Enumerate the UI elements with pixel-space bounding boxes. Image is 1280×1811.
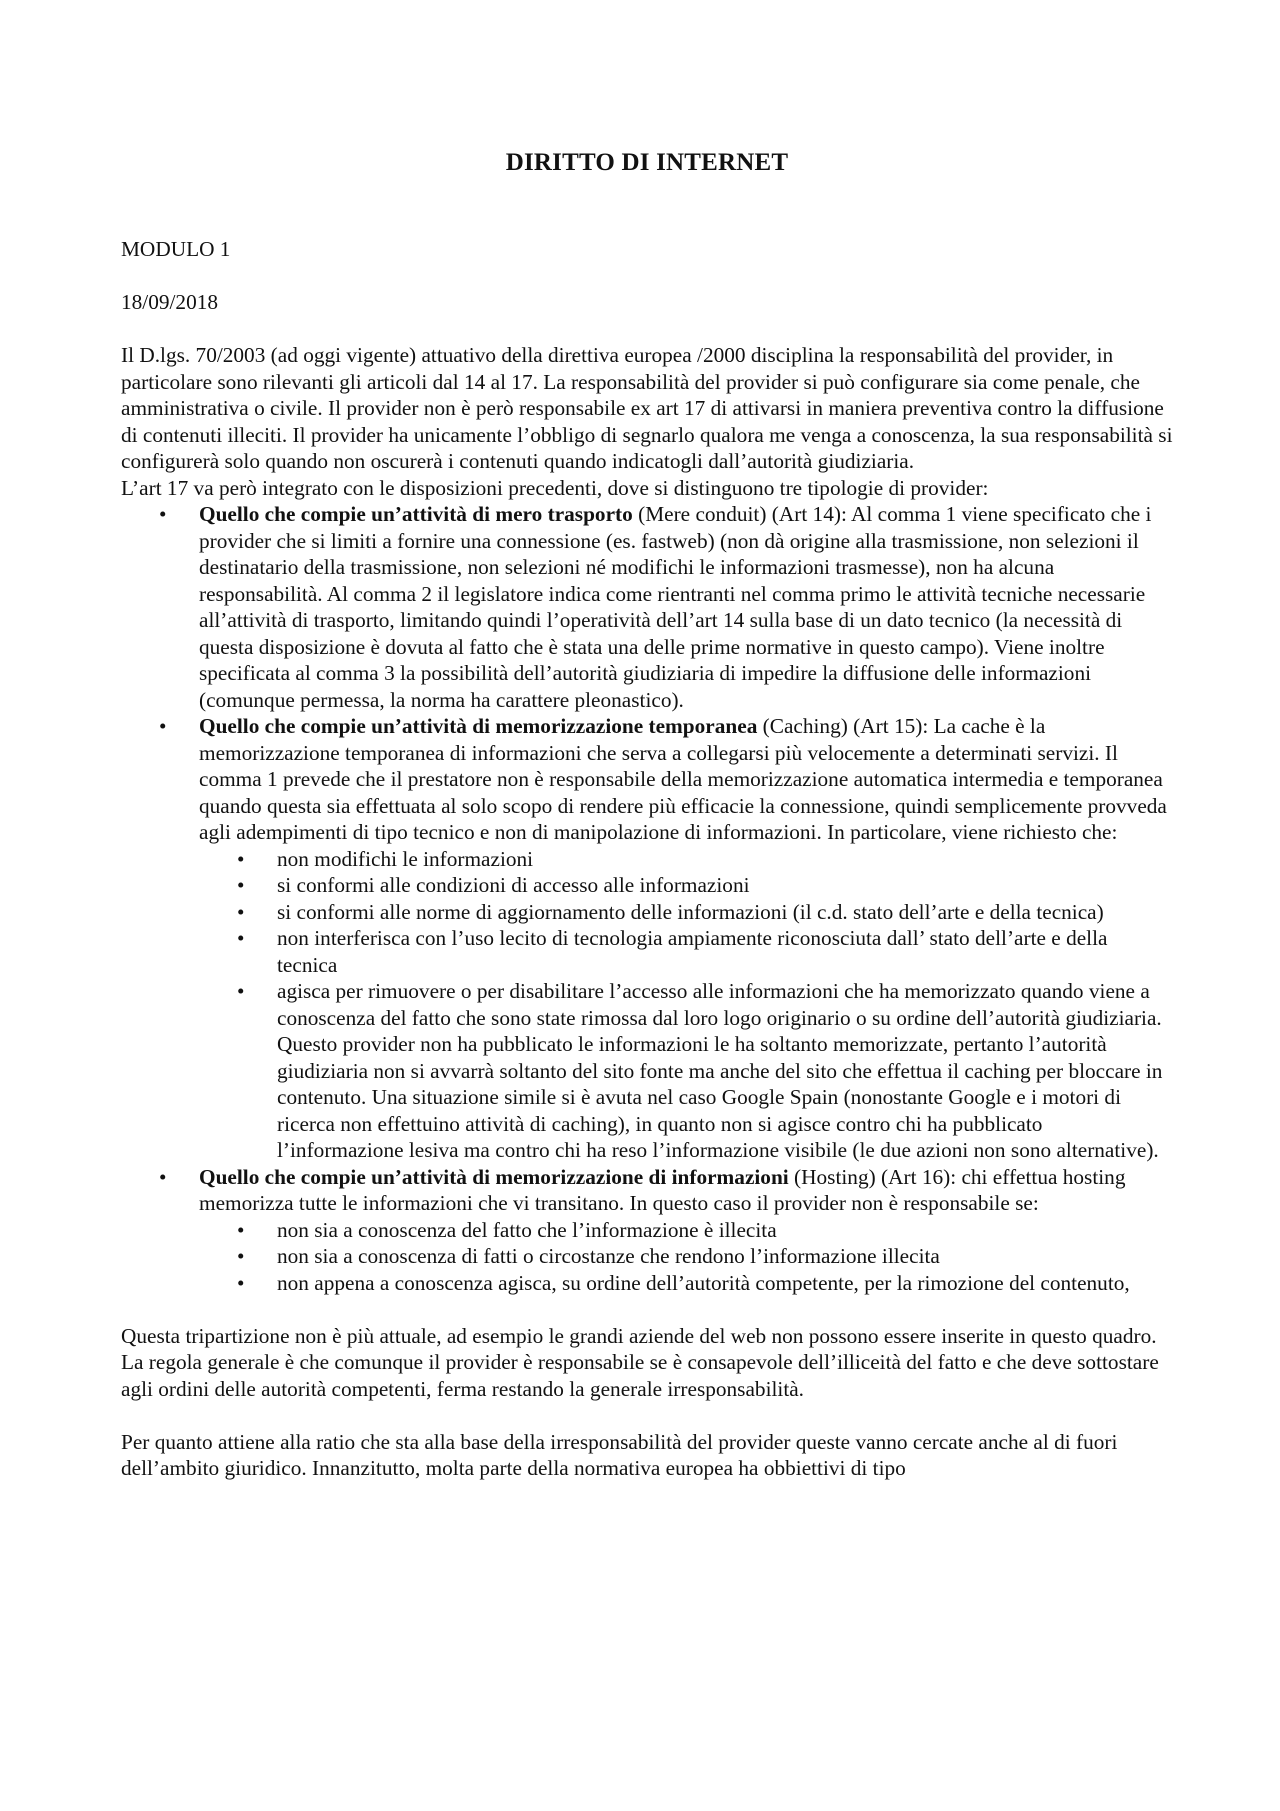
document-page [121, 148, 1173, 1482]
art17-intro-paragraph: L’art 17 va però integrato con le disposizioni precedenti, dove si distinguono tre tipologie di provider: [121, 475, 989, 500]
provider-types-list [121, 501, 1173, 1296]
list-item-heading: Quello che compie un’attività di memorizzazione di informazioni [199, 1164, 789, 1189]
sub-list-item: • non sia a conoscenza di fatti o circostanze che rendono l’informazione illecita [277, 1243, 1173, 1270]
sub-list-item: • non appena a conoscenza agisca, su ordine dell’autorità competente, per la rimozione del contenuto, [277, 1270, 1173, 1297]
lecture-date: 18/09/2018 [121, 290, 219, 314]
sub-list-item: • si conformi alle condizioni di accesso alle informazioni [277, 872, 1173, 899]
intro-paragraph: Il D.lgs. 70/2003 (ad oggi vigente) attuativo della direttiva europea /2000 disciplina la responsabilità del provider, in particolare sono rilevanti gli articoli dal 14 al 17. La responsabilità del provider si può configurare sia come penale, che amministrativa o civile. Il provider non è però responsabile ex art 17 di attivarsi in maniera preventiva contro la diffusione di contenuti illeciti. Il provider ha unicamente l’obbligo di segnarlo qualora me venga a conoscenza, la sua responsabilità si configurerà solo quando non oscurerà i contenuti quando indicatogli dall’autorità giudiziaria. [121, 343, 1173, 473]
list-item-caching [199, 713, 1173, 1164]
list-item-text: (Mere conduit) (Art 14): Al comma 1 viene specificato che i provider che si limiti a fornire una connessione (es. fastweb) (non dà origine alla trasmissione, non selezioni il destinatario della trasmissione, non selezioni né modifichi le informazioni trasmesse), non ha alcuna responsabilità. Al comma 2 il legislatore indica come rientranti nel comma primo le attività tecniche necessarie all’attività di trasporto, limitando quindi l’operatività dell’art 14 sulla base di un dato tecnico (la necessità di questa disposizione è dovuta al fatto che è stata una delle prime normative in questo campo). Viene inoltre specificata al comma 3 la possibilità dell’autorità giudiziaria di impedire la diffusione delle informazioni (comunque permessa, la norma ha carattere pleonastico). [199, 502, 1152, 712]
sub-list-item: • agisca per rimuovere o per disabilitare l’accesso alle informazioni che ha memorizzato quando viene a conoscenza del fatto che sono state rimossa dal loro logo originario o su ordine dell’autorità giudiziaria. Questo provider non ha pubblicato le informazioni le ha soltanto memorizzate, pertanto l’autorità giudiziaria non si avvarrà soltanto del sito fonte ma anche del sito che effettua il caching per bloccare in contenuto. Una situazione simile si è avuta nel caso Google Spain (nonostante Google e i motori di ricerca non effettuino attività di caching), in quanto non si agisce contro chi ha pubblicato l’informazione lesiva ma contro chi ha reso l’informazione visibile (le due azioni non sono alternative). [277, 978, 1173, 1164]
hosting-conditions-list [199, 1217, 1173, 1297]
list-item-hosting [199, 1164, 1173, 1297]
list-item-mere-conduit [199, 501, 1173, 713]
sub-list-item: • non interferisca con l’uso lecito di tecnologia ampiamente riconosciuta dall’ stato dell’arte e della tecnica [277, 925, 1173, 978]
list-item-text: (Caching) (Art 15): La cache è la memorizzazione temporanea di informazioni che serva a collegarsi più velocemente a determinati servizi. Il comma 1 prevede che il prestatore non è responsabile della memorizzazione automatica intermedia e temporanea quando questa sia effettuata al solo scopo di rendere più efficacie la connessione, quindi semplicemente provveda agli adempimenti di tipo tecnico e non di manipolazione di informazioni. In particolare, viene richiesto che: [199, 714, 1167, 844]
caching-requirements-list [199, 846, 1173, 1164]
spacer [121, 1402, 1173, 1429]
general-rule-paragraph: La regola generale è che comunque il provider è responsabile se è consapevole dell’illiceità del fatto e che deve sottostare agli ordini delle autorità competenti, ferma restando la generale irresponsabilità. [121, 1350, 1159, 1401]
list-item-text: (Hosting) (Art 16): chi effettua hosting memorizza tutte le informazioni che vi transitano. In questo caso il provider non è responsabile se: [199, 1164, 1126, 1215]
list-item-heading: Quello che compie un’attività di memorizzazione temporanea [199, 714, 758, 738]
document-title: DIRITTO DI INTERNET [505, 149, 789, 176]
list-item-heading: Quello che compie un’attività di mero trasporto [199, 502, 633, 526]
sub-list-item: • non modifichi le informazioni [277, 846, 1173, 873]
tripartition-paragraph: Questa tripartizione non è più attuale, ad esempio le grandi aziende del web non possono essere inserite in questo quadro. [121, 1323, 1157, 1348]
spacer [121, 1296, 1173, 1323]
module-label: MODULO 1 [121, 237, 231, 261]
sub-list-item: • non sia a conoscenza del fatto che l’informazione è illecita [277, 1217, 1173, 1244]
ratio-paragraph: Per quanto attiene alla ratio che sta alla base della irresponsabilità del provider queste vanno cercate anche al di fuori dell’ambito giuridico. Innanzitutto, molta parte della normativa europea ha obbiettivi di tipo [121, 1429, 1118, 1480]
sub-list-item: • si conformi alle norme di aggiornamento delle informazioni (il c.d. stato dell’arte e della tecnica) [277, 899, 1173, 926]
